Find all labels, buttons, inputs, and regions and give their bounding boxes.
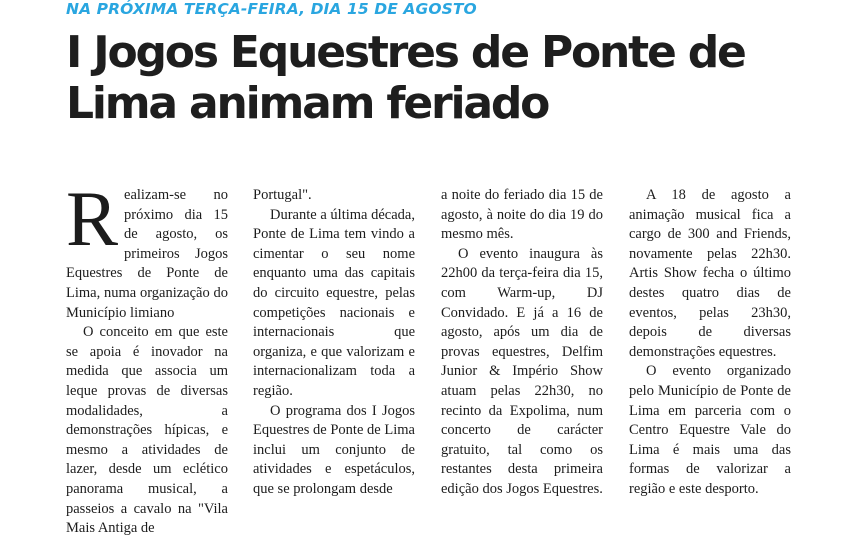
- article-paragraph: [66, 175, 228, 323]
- drop-cap: R: [66, 175, 119, 262]
- article-paragraph: O evento organizado pelo Município de Ponte de Lima em parceria com o Centro Equestre Vale do Lima é mais uma das formas de valorizar a região e este desporto.: [629, 363, 791, 497]
- article-column-4: [629, 186, 791, 500]
- article-column-2: [253, 186, 415, 500]
- article-kicker: NA PRÓXIMA TERÇA-FEIRA, DIA 15 DE AGOSTO: [66, 0, 477, 18]
- article-paragraph: a noite do feriado dia 15 de agosto, à noite do dia 19 do mesmo mês.: [441, 187, 603, 243]
- article-paragraph: A 18 de agosto a animação musical fica a cargo de 300 and Friends, novamente pelas 22h30. Artis Show fecha o último destes quatro dias de eventos, pelas 23h30, depois de diversas demonstrações equestres.: [629, 187, 791, 360]
- article-headline: I Jogos Equestres de Ponte de Lima animam feriado: [66, 27, 745, 129]
- paragraph-text: ealizam-se no próximo dia 15 de agosto, os primeiros Jogos Equestres de Ponte de Lima, numa organização do Município limiano: [66, 187, 228, 321]
- article-column-3: [441, 186, 603, 500]
- article-paragraph: Portugal".: [253, 187, 312, 203]
- article-paragraph: Durante a última década, Ponte de Lima tem vindo a cimentar o seu nome enquanto uma das capitais do circuito equestre, pelas competições nacionais e internacionais que organiza, e que valorizam e internacionalizam toda a região.: [253, 206, 415, 399]
- article-column-1: [66, 175, 228, 539]
- article-paragraph: O programa dos I Jogos Equestres de Ponte de Lima inclui um conjunto de atividades e espetáculos, que se prolongam desde: [253, 402, 415, 497]
- article-paragraph: O evento inaugura às 22h00 da terça-feira dia 15, com Warm-up, DJ Convidado. E já a 16 de agosto, após um dia de provas equestres, Delfim Junior & Império Show atuam pelas 22h30, no recinto da Expolima, num concerto de carácter gratuito, tal como os restantes desta primeira edição dos Jogos Equestres.: [441, 245, 603, 497]
- article-paragraph: O conceito em que este se apoia é inovador na medida que associa um leque provas de diversas modalidades, a demonstrações hípicas, e mesmo a atividades de lazer, desde um eclético panorama musical, a passeios a cavalo na "Vila Mais Antiga de: [66, 324, 228, 537]
